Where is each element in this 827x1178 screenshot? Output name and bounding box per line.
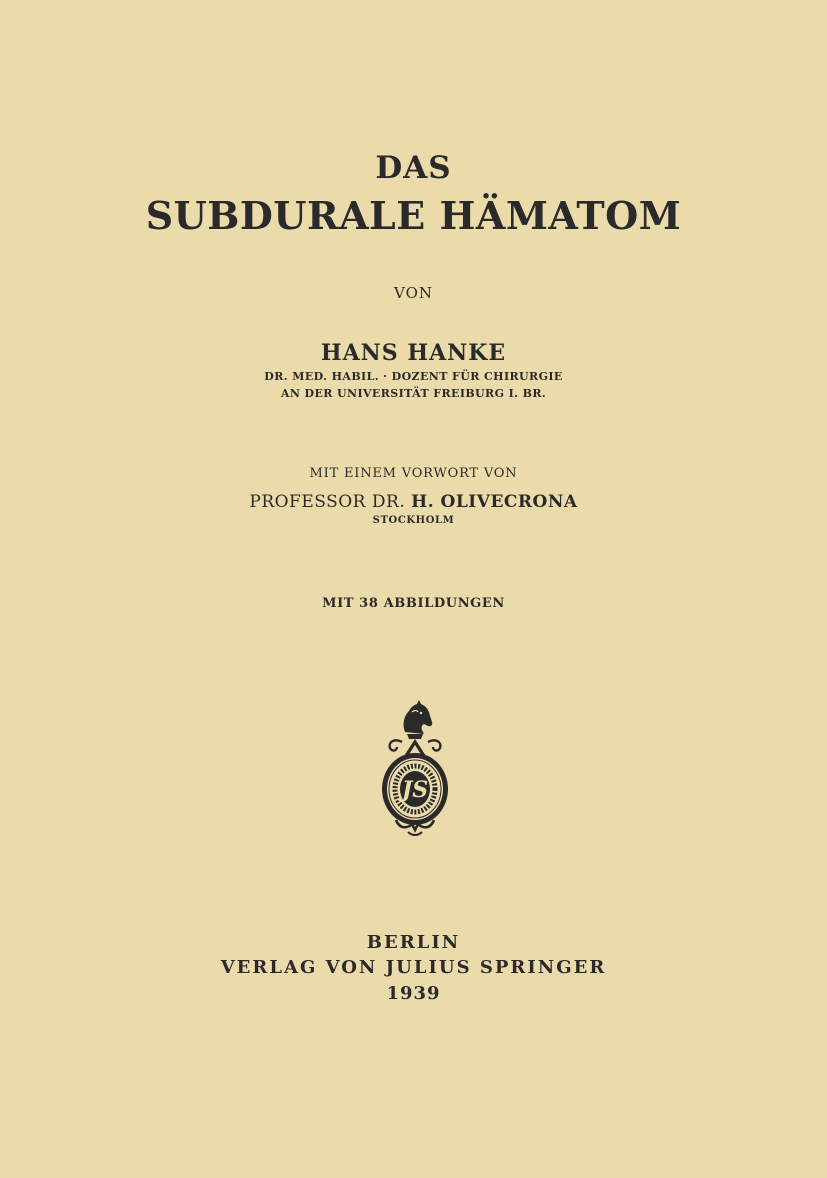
author-credentials-line-1: DR. MED. HABIL. · DOZENT FÜR CHIRURGIE: [264, 370, 563, 383]
imprint-publisher: VERLAG VON JULIUS SPRINGER: [220, 957, 607, 978]
author-name: HANS HANKE: [320, 340, 507, 366]
by-label: VON: [394, 284, 433, 302]
foreword-author-name: H. OLIVECRONA: [411, 492, 578, 512]
foreword-location: STOCKHOLM: [372, 515, 455, 526]
author-credentials-line-2: AN DER UNIVERSITÄT FREIBURG I. BR.: [280, 387, 547, 400]
foreword-intro: MIT EINEM VORWORT VON: [309, 466, 518, 481]
illustrations-note: MIT 38 ABBILDUNGEN: [322, 596, 505, 611]
book-title-line-2: SUBDURALE HÄMATOM: [145, 193, 682, 238]
book-title-line-1: DAS: [375, 150, 452, 186]
imprint-city: BERLIN: [366, 932, 461, 953]
logo-monogram: JS: [401, 777, 429, 803]
foreword-author-prefix: PROFESSOR DR.: [249, 492, 412, 512]
springer-horse-emblem-icon: [374, 698, 456, 838]
imprint-year: 1939: [386, 983, 441, 1004]
foreword-author: [0, 492, 827, 512]
